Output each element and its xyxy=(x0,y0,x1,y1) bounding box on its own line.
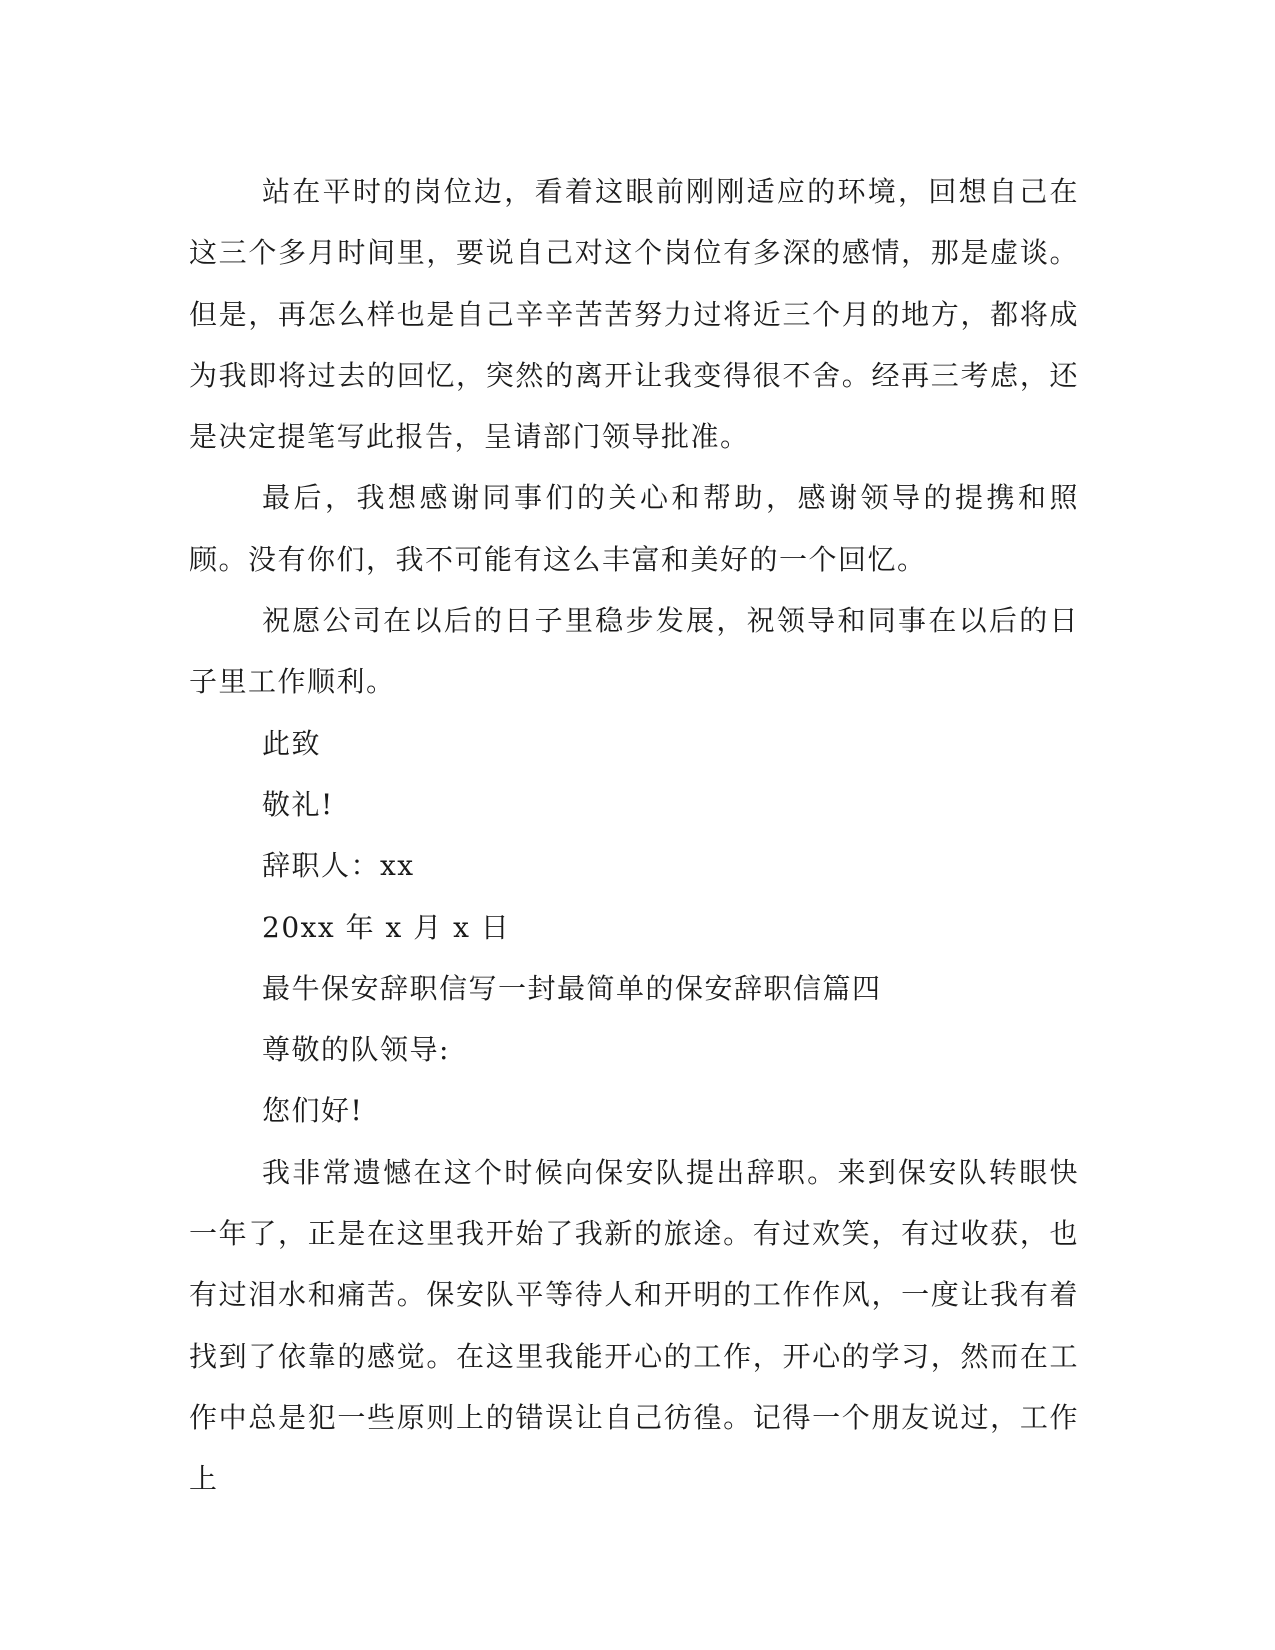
closing-line: 此致 xyxy=(262,726,322,760)
signature-line: 辞职人：xx xyxy=(262,849,415,883)
paragraph-resignation: 我非常遗憾在这个时候向保安队提出辞职。来到保安队转眼快一年了，正是在这里我开始了我新的旅途。有过欢笑，有过收获，也有过泪水和痛苦。保安队平等待人和开明的工作作风，一度让我有着找到了依靠的感觉。在这里我能开心的工作，开心的学习，然而在工作中总是犯一些原则上的错误让自己彷徨。记得一个朋友说过，工作上 xyxy=(189,1155,1079,1496)
date-line: 20xx 年 x 月 x 日 xyxy=(262,910,511,944)
paragraph-reflection: 站在平时的岗位边，看着这眼前刚刚适应的环境，回想自己在这三个多月时间里，要说自己对这个岗位有多深的感情，那是虚谈。但是，再怎么样也是自己辛辛苦苦努力过将近三个月的地方，都将成为我即将过去的回忆，突然的离开让我变得很不舍。经再三考虑，还是决定提笔写此报告，呈请部门领导批准。 xyxy=(189,175,1079,454)
paragraph-thanks: 最后，我想感谢同事们的关心和帮助，感谢领导的提携和照顾。没有你们，我不可能有这么丰富和美好的一个回忆。 xyxy=(189,481,1079,576)
section-title: 最牛保安辞职信写一封最简单的保安辞职信篇四 xyxy=(262,971,882,1005)
paragraph-wishes: 祝愿公司在以后的日子里稳步发展，祝领导和同事在以后的日子里工作顺利。 xyxy=(189,604,1079,699)
salutation-line: 敬礼! xyxy=(262,787,334,821)
greeting-line: 尊敬的队领导: xyxy=(262,1033,450,1067)
document-body xyxy=(189,161,1079,1510)
hello-line: 您们好! xyxy=(262,1094,364,1128)
